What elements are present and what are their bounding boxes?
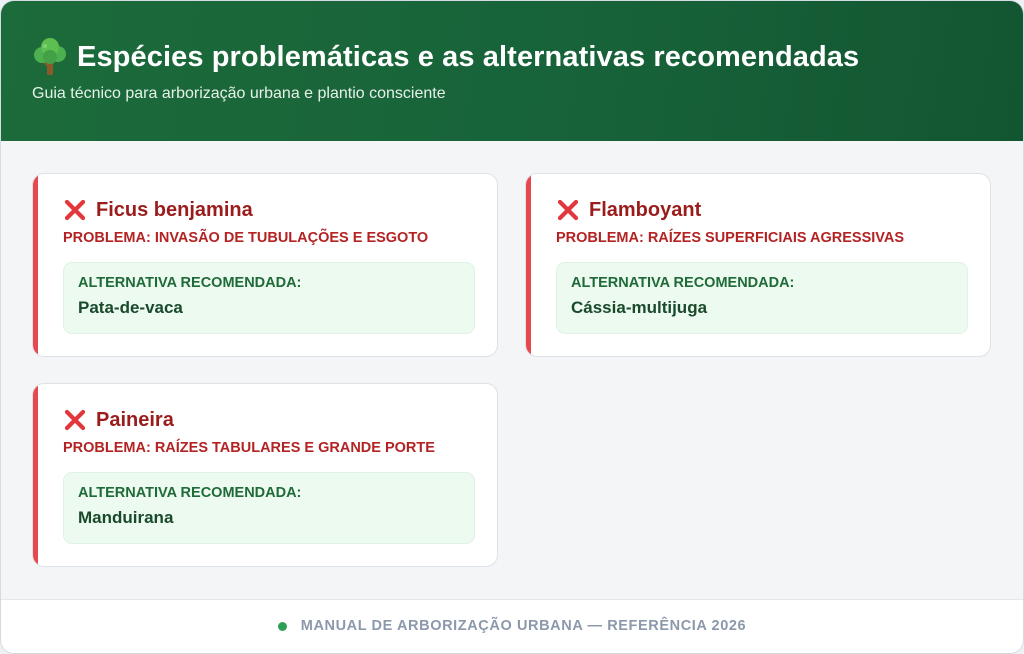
footer-text: MANUAL DE ARBORIZAÇÃO URBANA — REFERÊNCIA 2026 [300,618,747,634]
page-subtitle: Guia técnico para arborização urbana e plantio consciente [32,85,446,102]
alternative-box [63,472,475,544]
species-name: Paineira [96,408,174,431]
card-title-row [556,198,701,222]
footer [1,599,1023,654]
alternative-species: Pata-de-vaca [78,298,183,317]
header [1,1,1023,141]
status-dot-icon [278,622,287,631]
species-card-flamboyant [525,173,991,357]
title-row [31,37,859,77]
card-title-row [63,198,253,222]
footer-row [1,618,1023,634]
page-title: Espécies problemáticas e as alternativas recomendadas [77,40,860,73]
alternative-box [63,262,475,334]
alternative-species: Cássia-multijuga [571,298,708,317]
card-title-row [63,408,174,432]
species-name: Ficus benjamina [96,198,253,221]
tree-icon [31,37,69,77]
alternative-species: Manduirana [78,508,174,527]
species-name: Flamboyant [589,198,702,221]
problem-text: PROBLEMA: INVASÃO DE TUBULAÇÕES E ESGOTO [63,230,429,246]
alternative-label: ALTERNATIVA RECOMENDADA: [78,275,302,291]
alternative-label: ALTERNATIVA RECOMENDADA: [571,275,795,291]
alternative-label: ALTERNATIVA RECOMENDADA: [78,485,302,501]
species-card-ficus-benjamina [32,173,498,357]
problem-text: PROBLEMA: RAÍZES TABULARES E GRANDE PORTE [63,440,435,456]
cross-mark-icon [63,198,87,222]
species-card-paineira [32,383,498,567]
cross-mark-icon [556,198,580,222]
cross-mark-icon [63,408,87,432]
alternative-box [556,262,968,334]
problem-text: PROBLEMA: RAÍZES SUPERFICIAIS AGRESSIVAS [556,230,905,246]
